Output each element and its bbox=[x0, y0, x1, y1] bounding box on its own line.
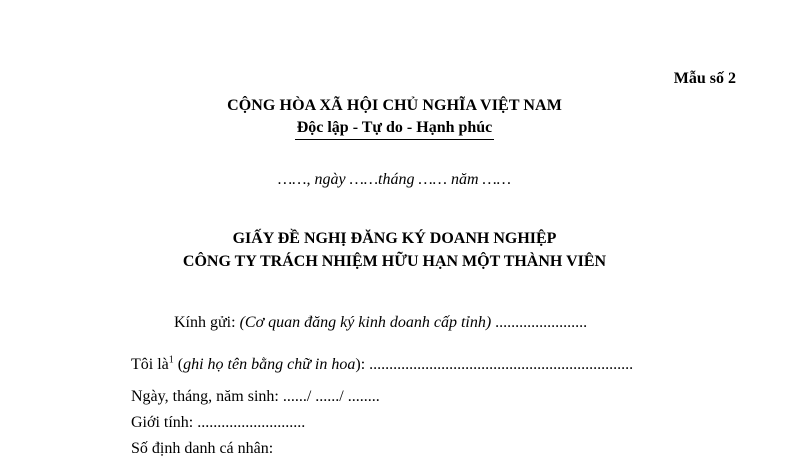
full-name-hint-open: ( bbox=[177, 356, 184, 373]
gender-blank: ........................... bbox=[197, 414, 306, 431]
full-name-hint-close: ): bbox=[355, 356, 366, 373]
recipient-line bbox=[174, 314, 587, 332]
gender-label: Giới tính: bbox=[131, 414, 194, 431]
national-motto bbox=[0, 119, 789, 140]
footnote-marker: 1 bbox=[168, 354, 174, 366]
field-gender bbox=[131, 414, 305, 432]
personal-id-label: Số định danh cá nhân: bbox=[131, 440, 274, 457]
dob-blank: ....../ ....../ ........ bbox=[282, 388, 380, 405]
full-name-hint: ghi họ tên bằng chữ in hoa bbox=[183, 356, 356, 373]
field-date-of-birth bbox=[131, 388, 380, 406]
national-title: CỘNG HÒA XÃ HỘI CHỦ NGHĨA VIỆT NAM bbox=[227, 97, 562, 114]
dob-label: Ngày, tháng, năm sinh: bbox=[131, 388, 279, 405]
recipient-blank: ....................... bbox=[495, 314, 588, 331]
field-full-name bbox=[131, 356, 633, 374]
document-title-line-1: GIẤY ĐỀ NGHỊ ĐĂNG KÝ DOANH NGHIỆP bbox=[232, 230, 557, 247]
date-line: ……, ngày ……tháng …… năm …… bbox=[278, 171, 511, 188]
document-title-line-2: CÔNG TY TRÁCH NHIỆM HỮU HẠN MỘT THÀNH VIÊN bbox=[182, 253, 607, 270]
form-number: Mẫu số 2 bbox=[673, 70, 736, 87]
recipient-hint: (Cơ quan đăng ký kinh doanh cấp tỉnh) bbox=[239, 314, 492, 331]
recipient-label: Kính gửi: bbox=[174, 314, 236, 331]
full-name-blank: .................................................................. bbox=[369, 356, 634, 373]
full-name-label: Tôi là bbox=[131, 356, 169, 373]
field-personal-id bbox=[131, 440, 273, 458]
motto-text: Độc lập - Tự do - Hạnh phúc bbox=[295, 119, 495, 140]
